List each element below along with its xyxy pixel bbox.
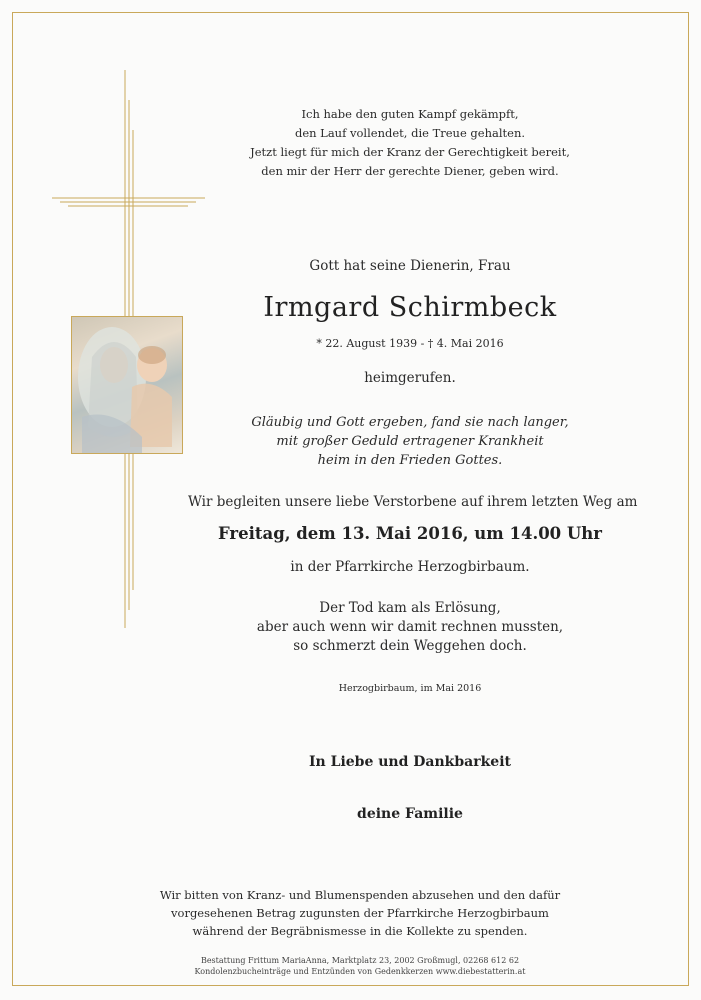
donation-request bbox=[100, 886, 620, 940]
verse-line: den mir der Herr der gerechte Diener, geben wird. bbox=[261, 164, 559, 178]
funeral-place: in der Pfarrkirche Herzogbirbaum. bbox=[290, 559, 530, 575]
life-dates: * 22. August 1939 - † 4. Mai 2016 bbox=[316, 337, 504, 350]
called-home-text: heimgerufen. bbox=[364, 370, 456, 386]
death-line: aber auch wenn wir damit rechnen mussten, bbox=[256, 619, 564, 635]
faith-line: Gläubig und Gott ergeben, fand sie nach langer, bbox=[251, 415, 569, 430]
death-verse bbox=[150, 599, 670, 656]
verse-line: den Lauf vollendet, die Treue gehalten. bbox=[294, 126, 526, 140]
request-line: vorgesehenen Betrag zugunsten der Pfarrkirche Herzogbirbaum bbox=[171, 906, 549, 920]
faith-line: mit großer Geduld ertragener Krankheit bbox=[276, 434, 544, 449]
footer-line: Bestattung Frittum MariaAnna, Marktplatz 23, 2002 Großmugl, 02268 612 62 bbox=[200, 956, 520, 965]
funeral-home-footer bbox=[100, 955, 620, 977]
faith-line: heim in den Frieden Gottes. bbox=[317, 453, 503, 468]
intro-text: Gott hat seine Dienerin, Frau bbox=[309, 258, 511, 274]
closing-love: In Liebe und Dankbarkeit bbox=[309, 754, 511, 770]
verse-line: Ich habe den guten Kampf gekämpft, bbox=[301, 107, 519, 121]
death-line: Der Tod kam als Erlösung, bbox=[319, 600, 501, 616]
dateline: Herzogbirbaum, im Mai 2016 bbox=[338, 683, 482, 694]
footer-line: Kondolenzbucheinträge und Entzünden von Gedenkkerzen www.diebestatterin.at bbox=[194, 967, 526, 976]
death-line: so schmerzt dein Weggehen doch. bbox=[293, 638, 527, 654]
deceased-name: Irmgard Schirmbeck bbox=[263, 292, 557, 323]
funeral-datetime: Freitag, dem 13. Mai 2016, um 14.00 Uhr bbox=[218, 524, 602, 543]
verse-line: Jetzt liegt für mich der Kranz der Gerechtigkeit bereit, bbox=[250, 145, 570, 159]
request-line: Wir bitten von Kranz- und Blumenspenden abzusehen und den dafür bbox=[159, 888, 561, 902]
faith-passage bbox=[150, 413, 670, 470]
request-line: während der Begräbnismesse in die Kollekte zu spenden. bbox=[192, 924, 528, 938]
accompany-text: Wir begleiten unsere liebe Verstorbene auf ihrem letzten Weg am bbox=[188, 494, 638, 510]
closing-family: deine Familie bbox=[357, 806, 463, 822]
bible-verse bbox=[150, 105, 670, 181]
